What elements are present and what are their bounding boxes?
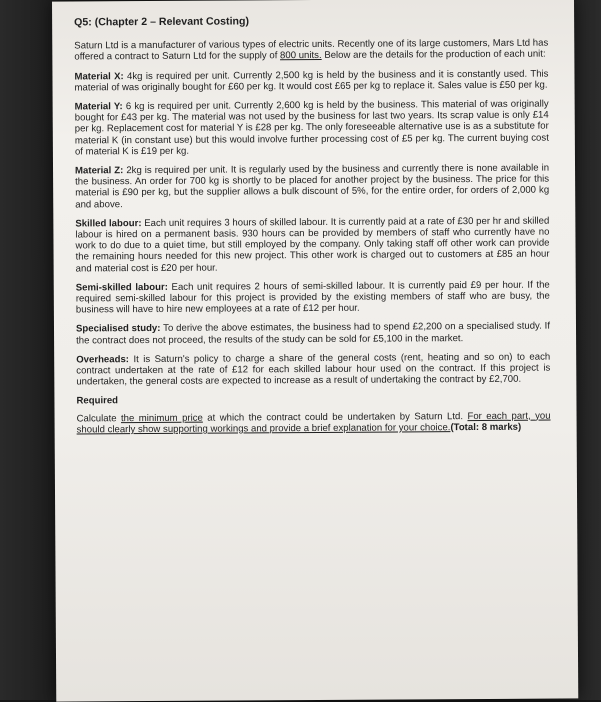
overheads-label: Overheads:	[76, 354, 130, 366]
material-z-text: 2kg is required per unit. It is regularly used by the business and currently there is none available in the business. An order for 700 kg is shortly to be placed for another project by the business. The price for this material is £90 per kg, but the supplier allows a bulk discount of 5%, for the entire order, for orders of 2,000 kg and above.	[75, 162, 550, 211]
semi-skilled-labour-label: Semi-skilled labour:	[75, 281, 168, 294]
intro-text-end: Below are the details for the production of each unit:	[321, 48, 546, 62]
material-x-paragraph	[74, 68, 548, 93]
skilled-labour-text: Each unit requires 3 hours of skilled labour. It is currently paid at a rate of £30 per hr and skilled labour is hired on a permanent basis. 930 hours can be provided by members of staff who currently have no work to do due to a quiet time, but still employed by the company. Only taking staff off other work can provide the remaining hours needed for this new project. This other work is charged out to customers at £85 an hour and material cost is £20 per hour.	[75, 215, 550, 275]
semi-skilled-labour-paragraph	[76, 279, 550, 316]
required-calc-mid: at which the contract could be undertaken by Saturn Ltd.	[202, 410, 468, 424]
material-x-label: Material X:	[74, 70, 124, 83]
required-calc: Calculate	[76, 412, 122, 425]
document-page	[52, 0, 578, 702]
question-title: Q5: (Chapter 2 – Relevant Costing)	[74, 15, 249, 29]
material-y-label: Material Y:	[74, 101, 123, 113]
required-heading: Required	[76, 395, 119, 407]
specialised-study-paragraph	[76, 321, 550, 346]
material-x-text: 4kg is required per unit. Currently 2,500 kg is held by the business and it is constantly used. This material of was originally bought for £60 per kg. It would cost £65 per kg to replace it. Sales value is £50 per kg.	[74, 68, 549, 94]
specialised-study-text: To derive the above estimates, the business had to spend £2,200 on a specialised study. If the contract does not proceed, the results of the study can be sold for £5,100 in the market.	[76, 321, 551, 347]
units-count: 800 units.	[279, 50, 322, 62]
material-z-paragraph	[75, 163, 549, 211]
material-z-label: Material Z:	[75, 165, 124, 177]
overheads-text: It is Saturn's policy to charge a share of the general costs (rent, heating and so on) to each contract undertaken at the rate of £12 for each skilled labour hour used on the contract. If this project is undertaken, the general costs are expected to increase as a result of undertaking the contract by £2,700.	[76, 351, 551, 388]
required-marks: (Total: 8 marks)	[450, 421, 522, 434]
question-content	[74, 15, 551, 444]
material-y-text: 6 kg is required per unit. Currently 2,600 kg is held by the business. This material of was originally bought for £43 per kg. The material was not used by the business for last two years. Its scrap value is only £14 per kg. Replacement cost for material Y is £28 per kg. The only foreseeable alternative use is as a substitute for material K (in constant use) but this would involve further processing cost of £5 per kg. The current buying cost of material K is £19 per kg.	[74, 98, 549, 158]
skilled-labour-paragraph	[75, 215, 549, 274]
overheads-paragraph	[76, 351, 550, 388]
material-y-paragraph	[75, 99, 549, 158]
skilled-labour-label: Skilled labour:	[75, 217, 142, 230]
specialised-study-label: Specialised study:	[75, 323, 161, 335]
semi-skilled-labour-text: Each unit requires 2 hours of semi-skilled labour. It is currently paid £9 per hour. If the required semi-skilled labour for this project is provided by the existing members of staff who are busy, the business will have to hire new employees at a rate of £12 per hour.	[75, 279, 550, 316]
required-instructions: For each part, you should clearly show supporting workings and provide a brief explanation for your choice.	[76, 410, 551, 436]
required-paragraph	[77, 410, 551, 435]
required-minimum-price: the minimum price	[120, 412, 203, 424]
intro-paragraph	[74, 38, 548, 63]
intro-text: Saturn Ltd is a manufacturer of various types of electric units. Recently one of its large customers, Mars Ltd has offered a contract to Saturn Ltd for the supply of	[74, 37, 549, 63]
